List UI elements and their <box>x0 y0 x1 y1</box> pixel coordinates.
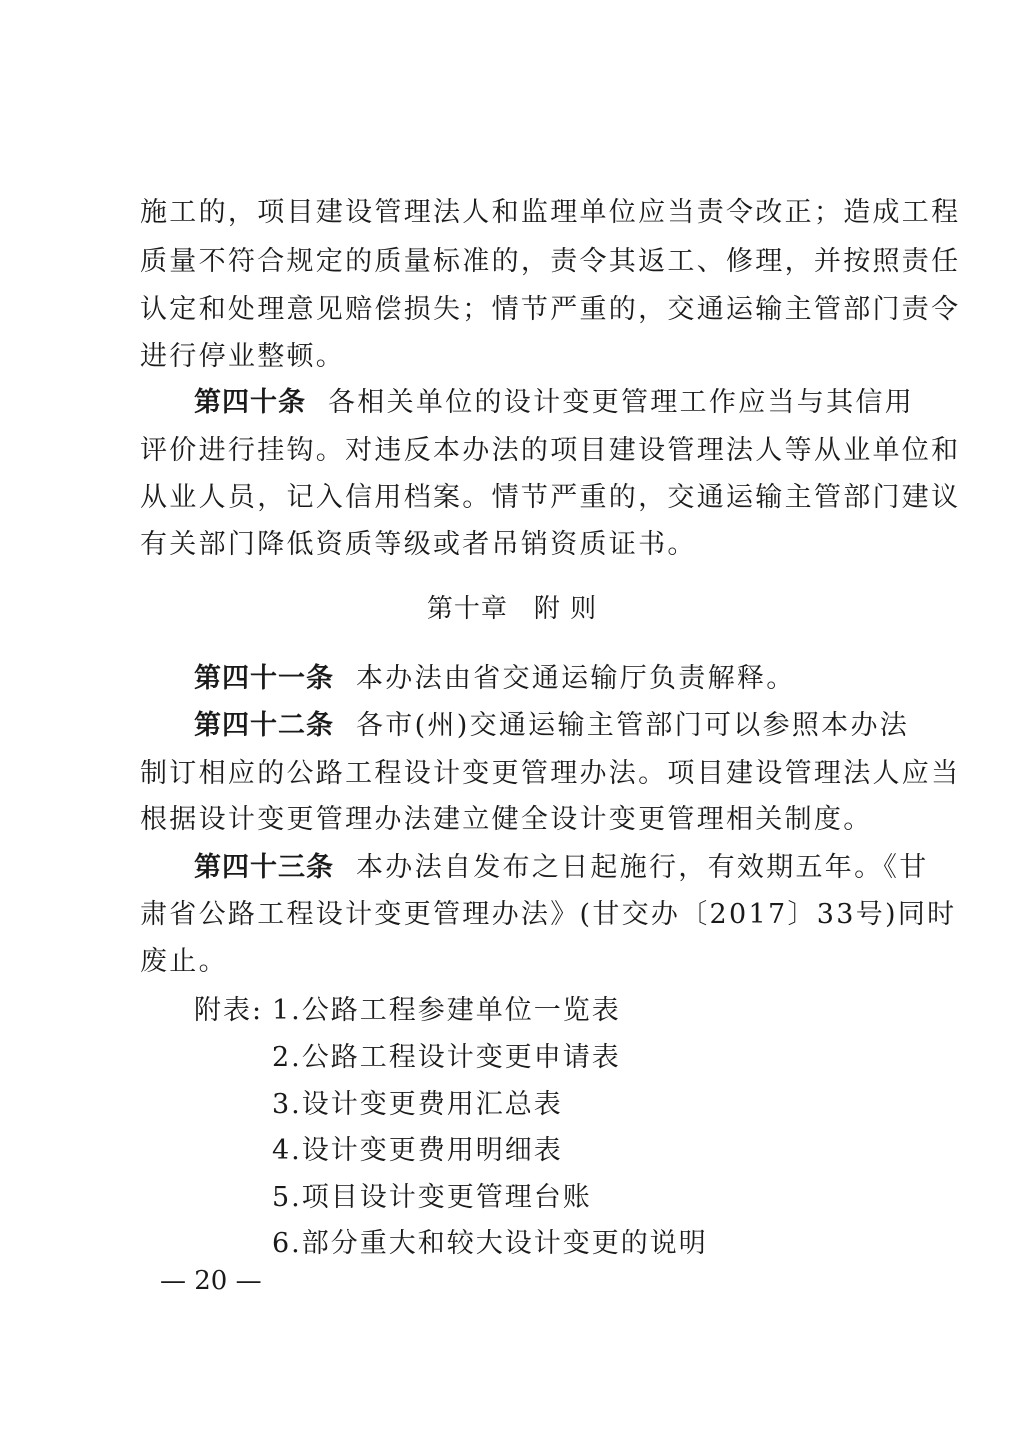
article-43-title: 第四十三条 <box>194 852 334 883</box>
attachments-label: 附表: <box>194 995 264 1026</box>
paragraph-line: 施工的，项目建设管理法人和监理单位应当责令改正；造成工程 <box>140 197 961 228</box>
article-43-first-line <box>194 851 929 885</box>
chapter-heading <box>0 592 1024 626</box>
paragraph-line: 有关部门降低资质等级或者吊销资质证书。 <box>140 529 697 560</box>
page-number: — 20 — <box>160 1266 262 1296</box>
paragraph-line: 质量不符合规定的质量标准的，责令其返工、修理，并按照责任 <box>140 246 961 277</box>
attachment-item: 4.设计变更费用明细表 <box>272 1135 563 1166</box>
article-41-line <box>194 662 884 696</box>
attachment-item: 6.部分重大和较大设计变更的说明 <box>272 1228 708 1259</box>
paragraph-line: 废止。 <box>140 946 228 977</box>
paragraph-line: 肃省公路工程设计变更管理办法》(甘交办〔2017〕33号)同时 <box>140 899 957 930</box>
attachment-item: 3.设计变更费用汇总表 <box>272 1089 563 1120</box>
paragraph-line: 根据设计变更管理办法建立健全设计变更管理相关制度。 <box>140 804 873 835</box>
attachment-item: 2.公路工程设计变更申请表 <box>272 1042 621 1073</box>
paragraph-line: 进行停业整顿。 <box>140 341 346 372</box>
article-43-text: 本办法自发布之日起施行，有效期五年。《甘 <box>356 852 929 883</box>
chapter-name: 附 则 <box>533 594 598 624</box>
article-42-text: 各市(州)交通运输主管部门可以参照本办法 <box>356 710 910 741</box>
article-40-text: 各相关单位的设计变更管理工作应当与其信用 <box>328 387 914 418</box>
paragraph-line: 制订相应的公路工程设计变更管理办法。项目建设管理法人应当 <box>140 758 961 789</box>
article-40-title: 第四十条 <box>194 387 306 418</box>
article-40-first-line <box>194 386 914 420</box>
attachment-item: 1.公路工程参建单位一览表 <box>272 995 621 1026</box>
paragraph-line: 认定和处理意见赔偿损失；情节严重的，交通运输主管部门责令 <box>140 294 961 325</box>
article-42-first-line <box>194 709 910 743</box>
article-41-title: 第四十一条 <box>194 663 334 694</box>
chapter-number: 第十章 <box>426 594 508 624</box>
paragraph-line: 评价进行挂钩。对违反本办法的项目建设管理法人等从业单位和 <box>140 435 961 466</box>
article-42-title: 第四十二条 <box>194 710 334 741</box>
paragraph-line: 从业人员，记入信用档案。情节严重的，交通运输主管部门建议 <box>140 482 961 513</box>
attachment-item: 5.项目设计变更管理台账 <box>272 1182 592 1213</box>
article-41-text: 本办法由省交通运输厅负责解释。 <box>356 663 796 694</box>
